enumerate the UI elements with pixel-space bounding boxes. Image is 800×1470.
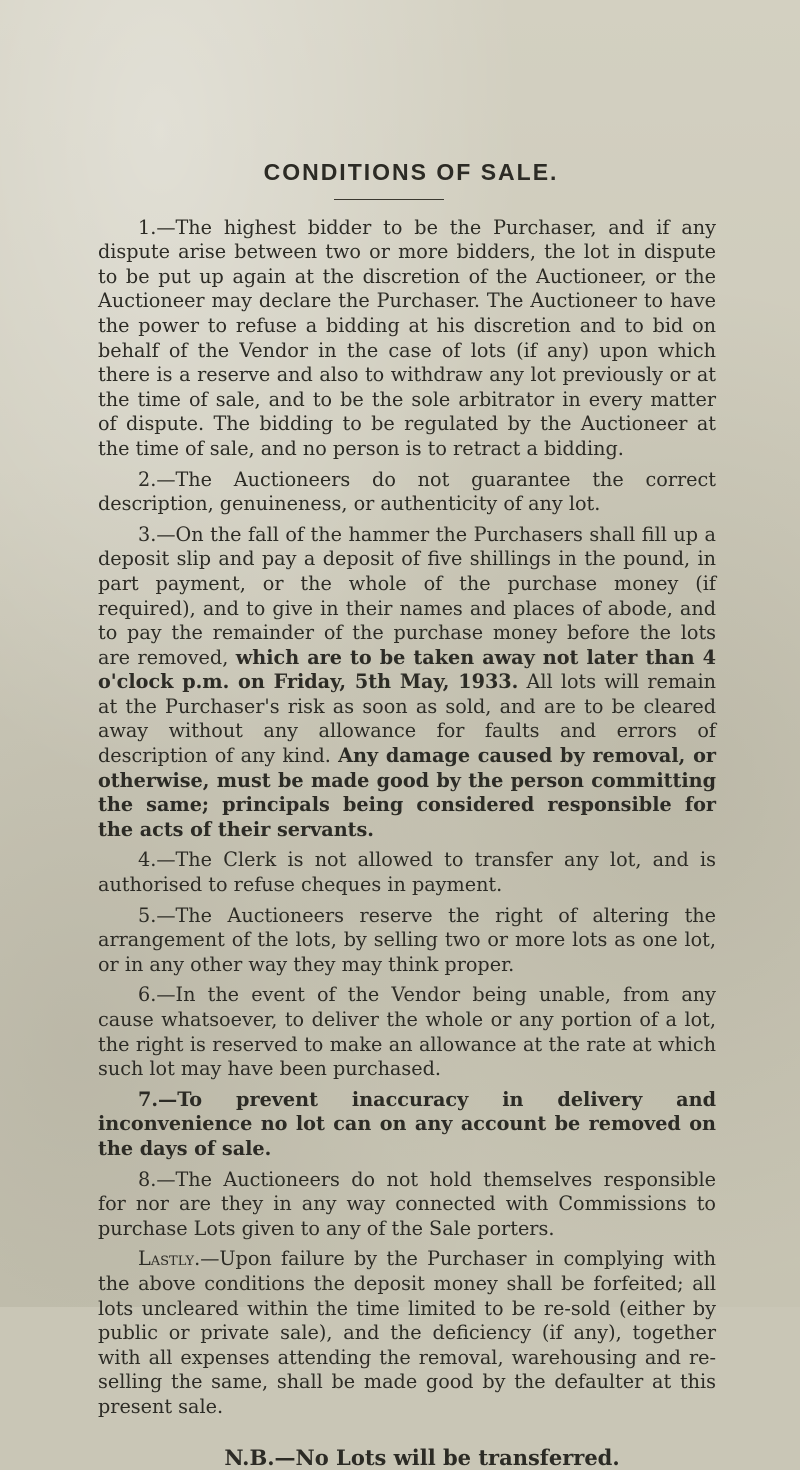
condition-number: 4. bbox=[138, 848, 156, 871]
condition-text: —The Auctioneers reserve the right of altering the arrangement of the lots, by selling two or more lots as one lot, or in any other way they may think proper. bbox=[98, 904, 716, 976]
damage-liability-text: Any damage caused by removal, or otherwise, must be made good by the person committing the same; principals being considered responsible for the acts of their servants. bbox=[98, 744, 716, 841]
condition-3 bbox=[98, 523, 716, 843]
condition-number: 7. bbox=[138, 1088, 158, 1111]
condition-text: —Upon failure by the Purchaser in complying with the above conditions the deposit money shall be forfeited; all lots uncleared within the time limited to be re-sold (either by public or private sale), and the deficiency (if any), together with all expenses attending the removal, warehousing and re-selling the same, shall be made good by the defaulter at this present sale. bbox=[98, 1247, 716, 1418]
condition-text: —The Auctioneers do not guarantee the correct description, genuineness, or authenticity of any lot. bbox=[98, 468, 716, 516]
condition-2 bbox=[98, 468, 716, 517]
condition-number: 1. bbox=[138, 216, 156, 239]
condition-8 bbox=[98, 1168, 716, 1242]
condition-5 bbox=[98, 904, 716, 978]
condition-number: 8. bbox=[138, 1168, 156, 1191]
condition-text: —To prevent inaccuracy in delivery and inconvenience no lot can on any account be removed on the days of sale. bbox=[98, 1088, 716, 1160]
condition-number: Lastly. bbox=[138, 1247, 200, 1270]
condition-6 bbox=[98, 983, 716, 1081]
condition-number: 3. bbox=[138, 523, 156, 546]
condition-text: —The highest bidder to be the Purchaser, and if any dispute arise between two or more bidders, the lot in dispute to be put up again at the discretion of the Auctioneer, or the Auctioneer may declare the Purchaser. The Auctioneer to have the power to refuse a bidding at his discretion and to bid on behalf of the Vendor in the case of lots (if any) upon which there is a reserve and also to withdraw any lot previously or at the time of sale, and to be the sole arbitrator in every matter of dispute. The bidding to be regulated by the Auctioneer at the time of sale, and no person is to retract a bidding. bbox=[98, 216, 716, 460]
condition-text: —In the event of the Vendor being unable, from any cause whatsoever, to deliver the whole or any portion of a lot, the right is reserved to make an allowance at the rate at which such lot may have been purchased. bbox=[98, 983, 716, 1080]
page-title: CONDITIONS OF SALE. bbox=[98, 160, 716, 185]
condition-4 bbox=[98, 848, 716, 897]
condition-number: 2. bbox=[138, 468, 156, 491]
condition-text: —The Clerk is not allowed to transfer any lot, and is authorised to refuse cheques in payment. bbox=[98, 848, 716, 896]
condition-number: 6. bbox=[138, 983, 156, 1006]
condition-7 bbox=[98, 1088, 716, 1162]
condition-1 bbox=[98, 216, 716, 462]
condition-number: 5. bbox=[138, 904, 156, 927]
condition-text: —On the fall of the hammer the Purchasers shall fill up a deposit slip and pay a deposit of five shillings in the pound, in part payment, or the whole of the purchase money (if required), and to give in their names and places of abode, and to pay the remainder of the purchase money before the lots are removed, bbox=[98, 523, 716, 669]
conditions-text-block bbox=[98, 160, 716, 1470]
condition-text: —The Auctioneers do not hold themselves responsible for nor are they in any way connected with Commissions to purchase Lots given to any of the Sale porters. bbox=[98, 1168, 716, 1240]
condition-lastly bbox=[98, 1247, 716, 1419]
condition-text-continued: All lots will remain at the Purchaser's risk as soon as sold, and are to be cleared away without any allowance for faults and errors of description of any kind. bbox=[98, 670, 716, 767]
removal-deadline-text: which are to be taken away not later than 4 o'clock p.m. on Friday, 5th May, 1933. bbox=[98, 646, 716, 694]
title-underline bbox=[334, 199, 444, 200]
footer-note: N.B.—No Lots will be transferred. bbox=[98, 1446, 716, 1470]
